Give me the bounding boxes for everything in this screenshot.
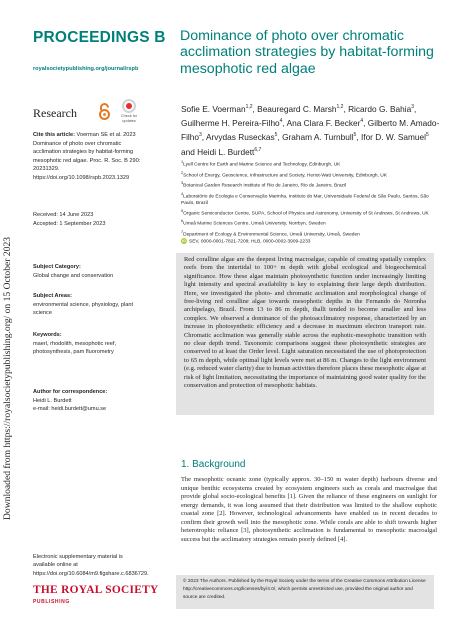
- author-separator: and: [181, 146, 195, 157]
- affiliation-text: Organic Semiconductor Centre, SUPA, School of Physics and Astronomy, University of St Andrews, St Andrews, UK: [183, 211, 429, 217]
- author-affiliation-marker: 5: [274, 132, 278, 139]
- keywords: [33, 331, 143, 357]
- publisher-logo-sub: PUBLISHING: [33, 599, 70, 605]
- subject-areas-value: environmental science, physiology, plant science: [33, 301, 134, 317]
- author-separator: ,: [356, 132, 361, 143]
- author-affiliation-marker: 1,2: [336, 104, 344, 110]
- check-updates-line1: Check for: [120, 114, 138, 118]
- author-affiliation-marker: 5: [353, 132, 357, 139]
- author-separator: ,: [277, 132, 283, 143]
- check-for-updates-badge[interactable]: [118, 99, 140, 127]
- article-title: Dominance of photo over chromatic acclimation strategies by habitat-forming mesophotic red algae: [180, 28, 434, 77]
- keywords-label: Keywords:: [33, 332, 62, 338]
- author-affiliation-marker: 4: [360, 118, 364, 125]
- citation-block: [33, 131, 141, 183]
- affiliation-text: Botanical Garden Research Institute of Rio de Janeiro, Rio de Janeiro, Brazil: [183, 183, 347, 189]
- keywords-value: maerl, rhodolith, mesophotic reef, photosynthesis, pam fluorometry: [33, 340, 117, 356]
- author-name: Ifor D. W. Samuel: [360, 132, 426, 143]
- affiliation-item: [181, 180, 443, 191]
- affiliation-item: [181, 208, 443, 219]
- author-name: Sofie E. Voerman: [181, 103, 246, 114]
- affiliation-number: 7: [181, 229, 184, 234]
- affiliation-text: Lyell Centre for Earth and Marine Science and Technology, Edinburgh, UK: [183, 162, 341, 168]
- citation-label: Cite this article:: [33, 132, 75, 138]
- affiliation-item: [181, 218, 443, 229]
- author-name: Beauregard C. Marsh: [257, 103, 337, 114]
- journal-title: PROCEEDINGS B: [33, 29, 166, 46]
- affiliation-number: 6: [181, 219, 184, 224]
- author-affiliation-marker: 1,2: [245, 104, 253, 110]
- author-name: Ana Clara F. Becker: [286, 117, 361, 128]
- esm-note: Electronic supplementary material is available online at https://doi.org/10.6084/m9.figshare.c.6836729.: [33, 554, 149, 577]
- author-list: [181, 101, 441, 158]
- subject-areas-label: Subject Areas:: [33, 293, 72, 299]
- subject-category-value: Global change and conservation: [33, 272, 114, 279]
- journal-url-link[interactable]: royalsocietypublishing.org/journal/rspb: [33, 66, 139, 72]
- affiliation-text: Umeå Marine Sciences Centre, Umeå University, Norrbyn, Sweden: [183, 222, 326, 227]
- publisher-logo: THE ROYAL SOCIETY: [33, 584, 159, 596]
- affiliation-number: 5: [181, 208, 184, 213]
- orcid-line: [181, 238, 310, 244]
- citation-text: Voerman SE et al. 2023 Dominance of photo over chromatic acclimation strategies by habitat-forming mesophotic red algae. Proc. R. Soc. B 290: 20231329. https://doi.org/10.1098/rspb.2023.1329: [33, 132, 141, 181]
- subject-category-label: Subject Category:: [33, 264, 81, 270]
- received-date: Received: 14 June 2023: [33, 212, 94, 218]
- author-name: Gilberto M. Amado-Filho: [181, 117, 440, 143]
- author-separator: ,: [201, 132, 205, 143]
- accepted-date: Accepted: 1 September 2023: [33, 220, 106, 227]
- license-box: © 2023 The Authors. Published by the Royal Society under the terms of the Creative Commons Attribution License http://creativecommons.org/licenses/by/4.0/, which permits unrestricted use, provided the original author and source are credited.: [176, 575, 434, 609]
- section-label: Research: [33, 106, 77, 120]
- author-separator: ,: [252, 103, 258, 114]
- open-access-icon: [98, 103, 111, 120]
- dates-block: [33, 211, 143, 228]
- subject-areas: [33, 292, 143, 318]
- correspondence-name: Heidi L. Burdett: [33, 397, 72, 404]
- author-name: Heidi L. Burdett: [197, 146, 255, 157]
- download-watermark: [2, 120, 16, 520]
- affiliation-number: 4: [181, 191, 184, 196]
- author-separator: ,: [282, 117, 287, 128]
- author-affiliation-marker: 5: [425, 132, 429, 139]
- author-separator: ,: [343, 103, 349, 114]
- author-affiliation-marker: 6,7: [254, 146, 262, 153]
- affiliation-text: School of Energy, Geoscience, Infrastructure and Society, Heriot-Watt University, Edinburgh, UK: [183, 173, 387, 179]
- affiliation-number: 3: [181, 181, 184, 185]
- affiliation-number: 1: [181, 160, 184, 164]
- check-updates-icon: [122, 99, 136, 113]
- author-affiliation-marker: 3: [198, 132, 202, 139]
- correspondence: [33, 388, 143, 414]
- download-note-text: Downloaded from https://royalsocietypublishing.org/ on 15 October 2023: [2, 236, 13, 520]
- affiliation-text: Department of Ecology & Environmental Science, Umeå University, Umeå, Sweden: [183, 232, 360, 238]
- abstract-box: [176, 253, 434, 415]
- abstract-text: Red coralline algae are the deepest living macroalgae, capable of creating spatially complex reefs from the intertidal to 100+ m depth with global ecological and biogeochemical significance. How these algae maintain photosynthetic function under increasingly limiting light intensity and spectral availability is key to explaining their large depth distribution. Here, we investigated the photo- and chromatic acclimation and morphological change of free-living red coralline algae towards mesophotic depths in the Fernando do Noronha archipelago, Brazil. From 13 to 86 m depth, thalli tended to become smaller and less complex. We observed a dominance of the photoacclimatory response, characterized by an increase in photosynthetic efficiency and a decrease in maximum electron transport rate. Chromatic acclimation was generally stable across the euphotic-mesophotic transition with no clear depth trend. Taxonomic comparisons suggest these photosynthetic strategies are conserved to at least the Order level. Light saturation necessitated the use of photoprotection to 65 m depth, while optimal light levels were met at 86 m. Changes to the light environment (e.g. reduced water clarity) due to human activities therefore places these mesophotic algae at risk of light limitation, necessitating the importance of maintaining good water quality for the conservation and protection of mesophotic habitats.: [184, 256, 426, 390]
- affiliation-list: [181, 159, 443, 239]
- orcid-icon: iD: [182, 239, 186, 243]
- check-updates-line2: updates: [122, 119, 136, 123]
- author-name: Graham A. Turnbull: [282, 132, 354, 143]
- author-name: Guilherme H. Pereira-Filho: [181, 117, 280, 128]
- correspondence-email-link[interactable]: e-mail: heidi.burdett@umu.se: [33, 406, 107, 413]
- correspondence-label: Author for correspondence:: [33, 389, 108, 395]
- subject-category: [33, 263, 143, 280]
- author-affiliation-marker: 4: [279, 118, 283, 125]
- author-separator: ,: [363, 117, 368, 128]
- background-heading: 1. Background: [181, 459, 246, 470]
- affiliation-number: 2: [181, 170, 184, 175]
- background-text: The mesophotic oceanic zone (typically approx. 30–150 m water depth) harbours diverse and unique benthic ecosystems created by ecosystem engineers such as corals and macroalgae that provide global socio-ecological benefits [1]. Given the reliance of these engineers on sunlight for energy demands, it was long assumed that their distribution was limited to the shallow euphotic coastal zone [2]. However, technological advancements have enabled us in recent decades to confirm their growth well into the mesophotic zone. While corals are able to shift towards higher heterotrophic reliance [3], photosynthetic acclimation is fundamental to mesophotic macroalgal success but the acclimatory strategies remain poorly defined [4].: [181, 476, 437, 543]
- orcid-ids: SEV, 0000-0001-7821-7208; HLB, 0000-0002-3909-2233: [189, 239, 311, 245]
- author-affiliation-marker: 3: [411, 104, 415, 110]
- author-name: Ricardo G. Bahia: [348, 103, 412, 114]
- affiliation-item: [181, 170, 443, 181]
- author-name: Arvydas Ruseckas: [205, 132, 275, 143]
- affiliation-text: Laboratório de Ecologia e Conservação Marinha, Instituto do Mar, Universidade Federal de São Paulo, Santos, São Paulo, Brazil: [181, 194, 429, 206]
- affiliation-item: [181, 191, 443, 208]
- author-separator: ,: [414, 103, 417, 114]
- affiliation-item: [181, 159, 443, 170]
